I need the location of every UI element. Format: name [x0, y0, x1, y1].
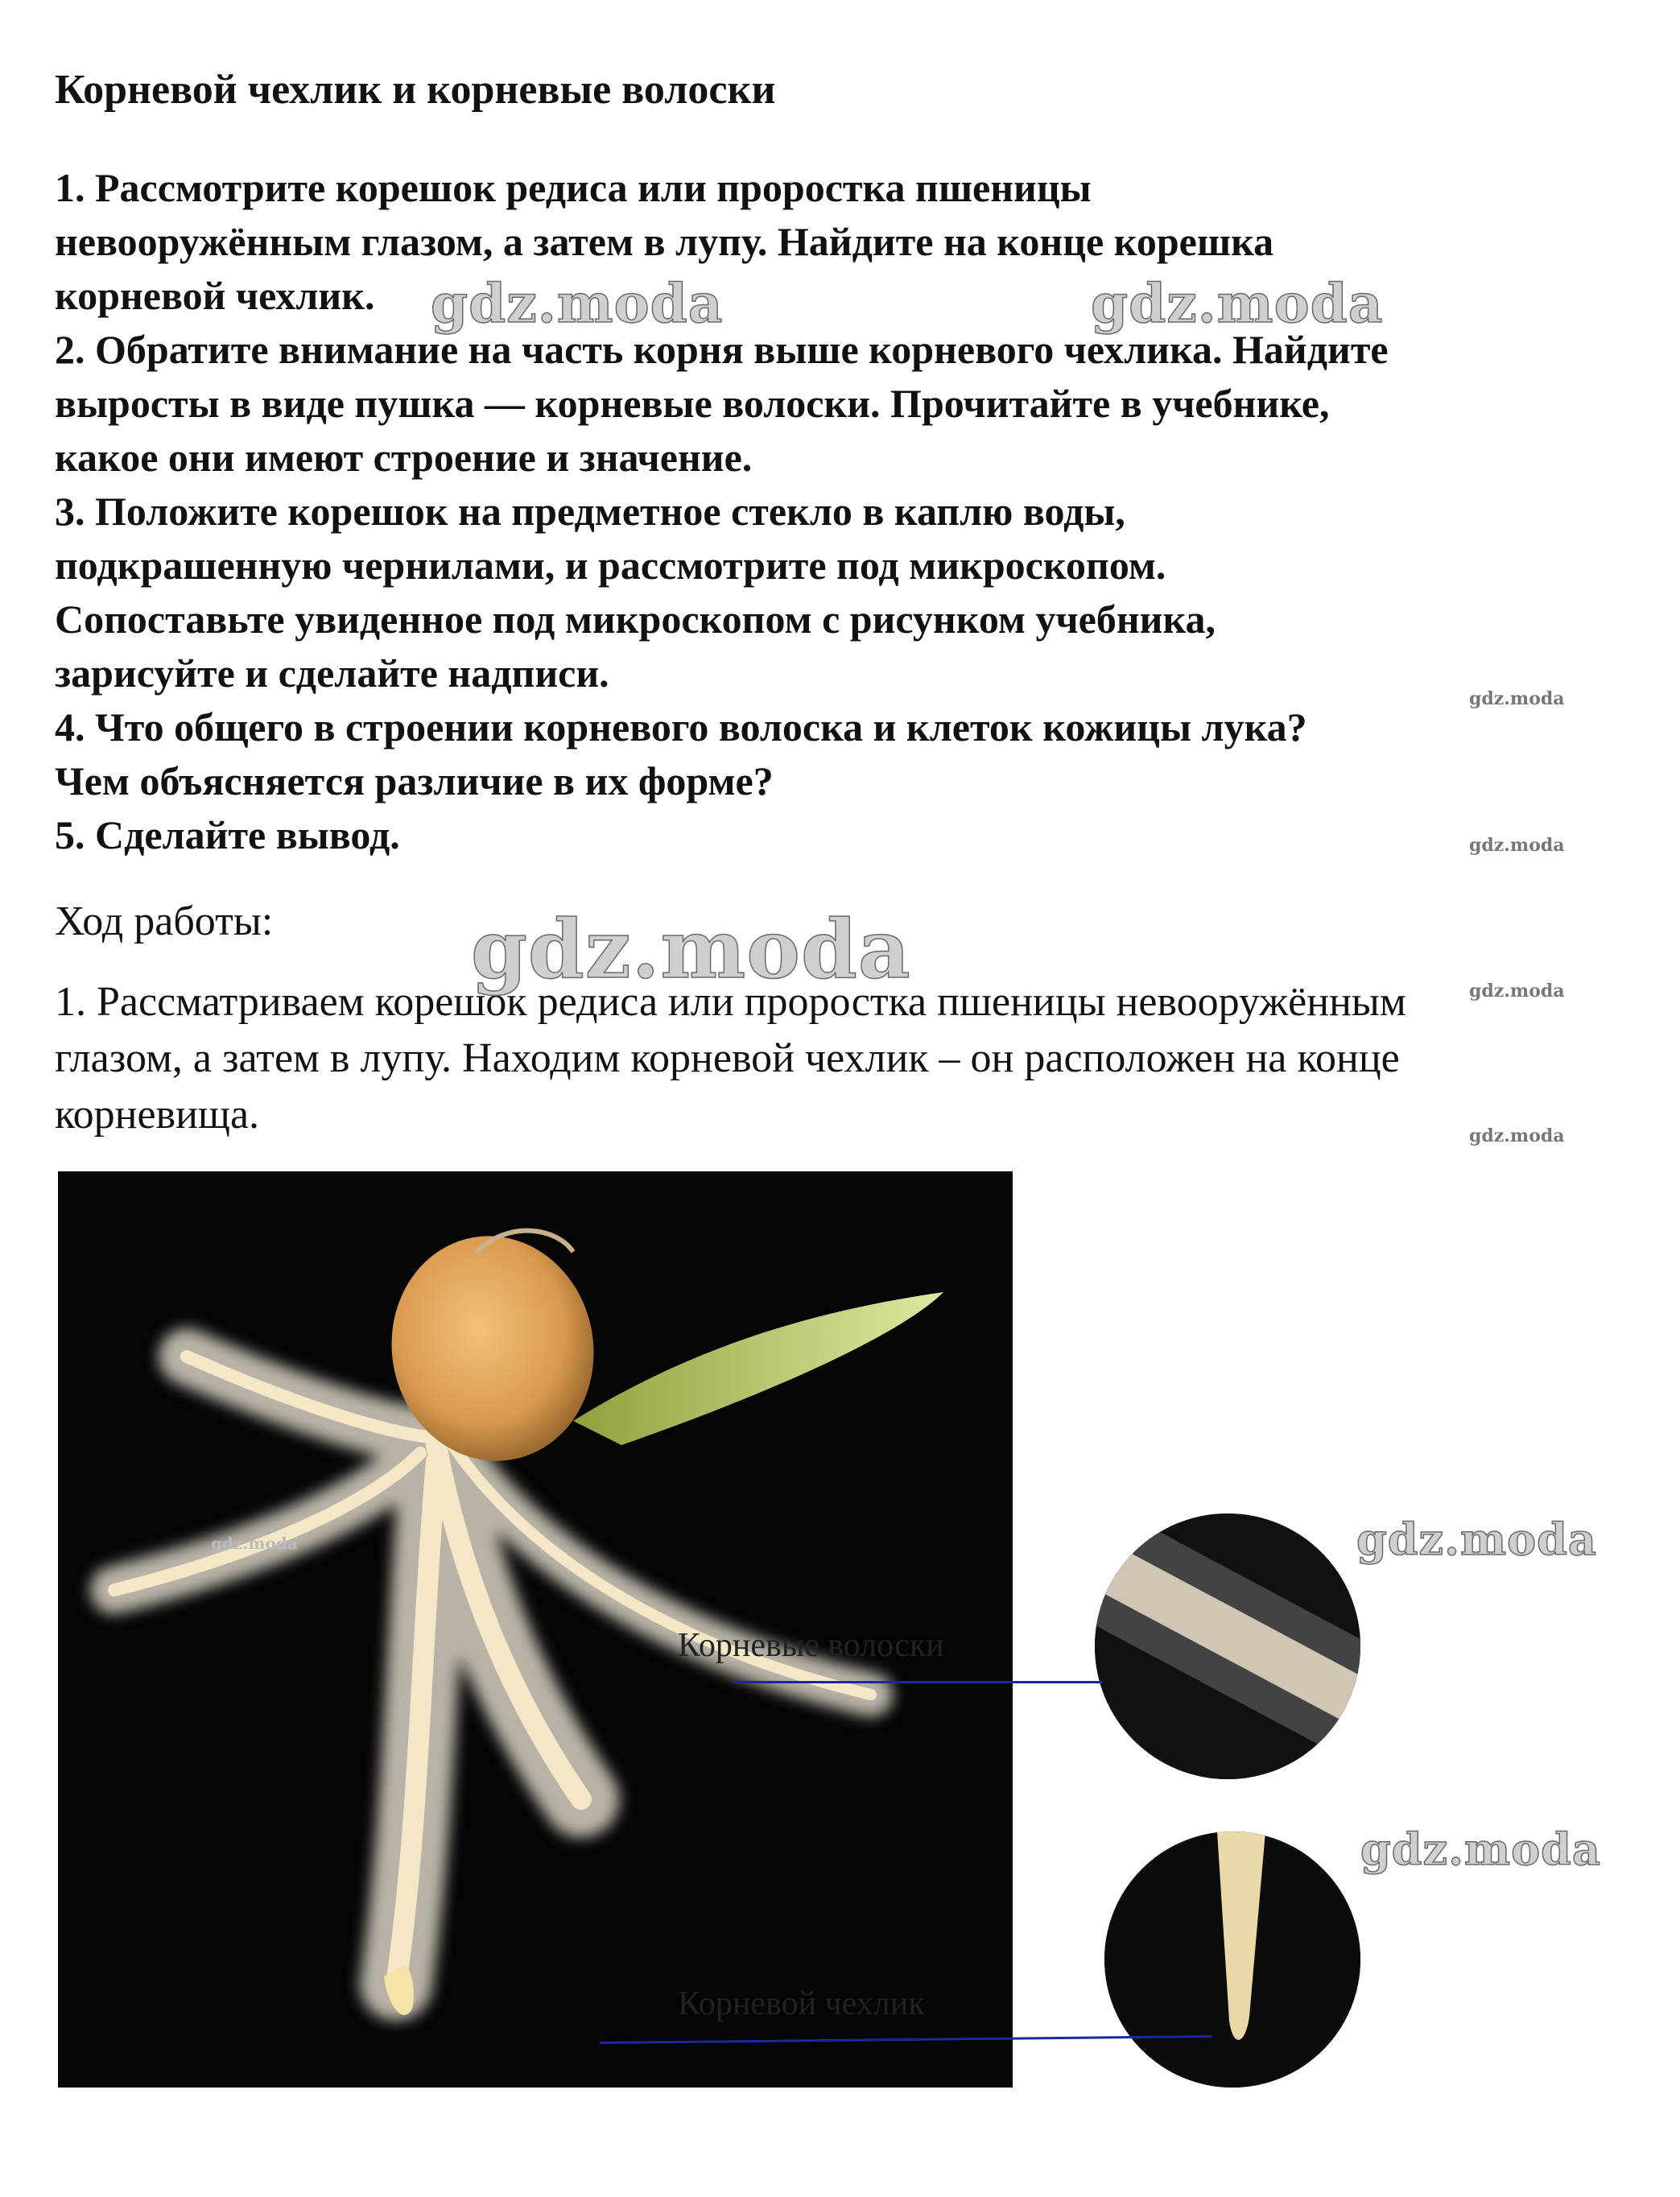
task-line: 5. Сделайте вывод.	[55, 812, 400, 857]
watermark: gdz.moda	[1469, 981, 1565, 1001]
watermark: gdz.moda	[1469, 835, 1565, 856]
watermark: gdz.moda	[211, 1534, 298, 1553]
task-line: 1. Рассмотрите корешок редиса или проростка пшеницы	[55, 165, 1092, 210]
root-cap-zoom	[1104, 1832, 1360, 2088]
task-line: Сопоставьте увиденное под микроскопом с рисунком учебника,	[55, 597, 1216, 642]
watermark: gdz.moda	[1469, 688, 1565, 709]
root-hairs-zoom	[1095, 1514, 1360, 1779]
watermark: gdz.moda	[1091, 272, 1384, 335]
task-line: корневой чехлик.	[55, 273, 375, 318]
root-hairs-closeup	[1095, 1514, 1360, 1779]
task-line: невооружённым глазом, а затем в лупу. Найдите на конце корешка	[55, 219, 1274, 264]
task-line: 4. Что общего в строении корневого волоска и клеток кожицы лука?	[55, 704, 1307, 750]
step-line: 1. Рассматриваем корешок редиса или проростка пшеницы невооружённым	[55, 979, 1406, 1025]
task-list	[55, 161, 1649, 862]
task-line: подкрашенную чернилами, и рассмотрите под микроскопом.	[55, 543, 1166, 588]
task-line: Чем объясняется различие в их форме?	[55, 758, 774, 803]
pointer-line	[733, 1681, 1103, 1683]
task-line: зарисуйте и сделайте надписи.	[55, 650, 609, 696]
step-line: глазом, а затем в лупу. Находим корневой чехлик – он расположен на конце	[55, 1035, 1400, 1081]
label-root-hairs: Корневые волоски	[678, 1627, 944, 1664]
watermark: gdz.moda	[431, 272, 724, 335]
watermark: gdz.moda	[471, 902, 911, 997]
task-line: 2. Обратите внимание на часть корня выше корневого чехлика. Найдите	[55, 327, 1389, 372]
task-line: выросты в виде пушка — корневые волоски. Прочитайте в учебнике,	[55, 381, 1330, 426]
task-line: 3. Положите корешок на предметное стекло в каплю воды,	[55, 489, 1125, 534]
step-1-text	[55, 974, 1616, 1143]
root-cap-closeup	[1104, 1832, 1360, 2088]
watermark: gdz.moda	[1469, 1125, 1565, 1146]
page-title: Корневой чехлик и корневые волоски	[55, 67, 776, 113]
progress-heading: Ход работы:	[55, 898, 274, 944]
task-line: какое они имеют строение и значение.	[55, 435, 753, 480]
watermark: gdz.moda	[1356, 1514, 1597, 1565]
label-root-cap: Корневой чехлик	[678, 1985, 925, 2022]
step-line: корневища.	[55, 1092, 260, 1138]
watermark: gdz.moda	[1360, 1823, 1601, 1875]
